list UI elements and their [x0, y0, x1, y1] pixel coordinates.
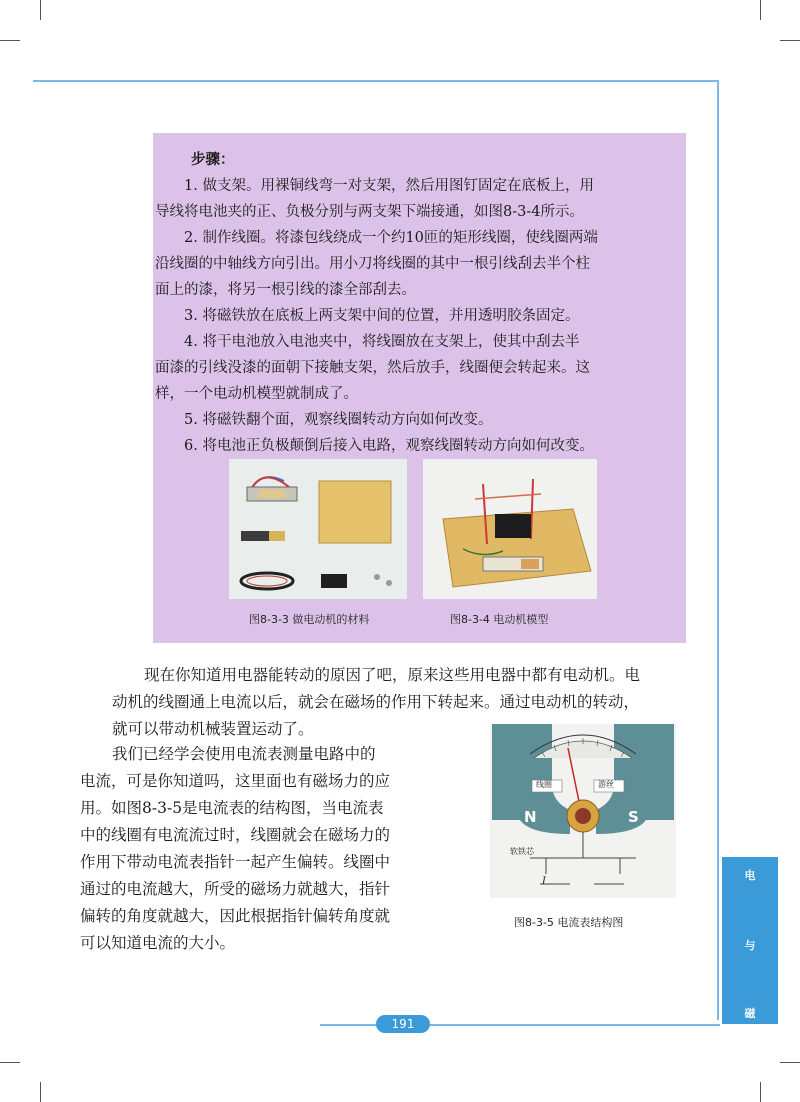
- north-pole-label: N: [524, 808, 537, 826]
- step-line: 3. 将磁铁放在底板上两支架中间的位置，并用透明胶条固定。: [184, 308, 580, 324]
- figure-4-caption: 图8-3-4 电动机模型: [450, 613, 549, 626]
- crop-mark: [0, 40, 20, 41]
- crop-mark: [780, 1062, 800, 1063]
- figure-3-caption: 图8-3-3 做电动机的材料: [249, 613, 370, 626]
- side-tab-char: 磁: [744, 1007, 756, 1020]
- paragraph-line: 作用下带动电流表指针一起产生偏转。线圈中: [80, 853, 391, 871]
- crop-mark: [760, 0, 761, 20]
- iron-core-label: 软铁芯: [510, 847, 534, 856]
- crop-mark: [780, 40, 800, 41]
- crop-mark: [0, 1062, 20, 1063]
- step-4: [155, 329, 677, 407]
- top-rule: [33, 80, 719, 82]
- step-line: 2. 制作线圈。将漆包线绕成一个约10匝的矩形线圈，使线圈两端: [184, 230, 598, 246]
- figure-5-caption: 图8-3-5 电流表结构图: [514, 916, 624, 929]
- step-line: 5. 将磁铁翻个面，观察线圈转动方向如何改变。: [184, 412, 493, 428]
- current-label: I: [542, 876, 546, 887]
- motor-model-photo: [423, 459, 597, 599]
- step-6: [155, 433, 677, 459]
- step-3: [155, 303, 677, 329]
- step-line: 面漆的引线没漆的面朝下接触支架，然后放手，线圈便会转起来。这: [155, 360, 590, 376]
- ammeter-structure-figure: [490, 724, 676, 898]
- step-2: [155, 225, 677, 303]
- step-line: 导线将电池夹的正、负极分别与两支架下端接通，如图8-3-4所示。: [155, 204, 584, 220]
- paragraph-line: 通过的电流越大，所受的磁场力就越大，指针: [80, 880, 391, 898]
- paragraph-line: 现在你知道用电器能转动的原因了吧，原来这些用电器中都有电动机。电: [144, 666, 641, 684]
- crop-mark: [40, 0, 41, 20]
- step-line: 面上的漆，将另一根引线的漆全部刮去。: [155, 282, 416, 298]
- step-line: 1. 做支架。用裸铜线弯一对支架，然后用图钉固定在底板上，用: [184, 178, 594, 194]
- paragraph-line: 我们已经学会使用电流表测量电路中的: [112, 745, 376, 763]
- step-line: 6. 将电池正负极颠倒后接入电路，观察线圈转动方向如何改变。: [184, 438, 594, 454]
- steps-heading: 步骤：: [191, 152, 235, 168]
- paragraph-line: 电流，可是你知道吗，这里面也有磁场力的应: [80, 772, 391, 790]
- paragraph-line: 中的线圈有电流流过时，线圈就会在磁场力的: [80, 826, 391, 844]
- right-rule: [717, 80, 719, 1020]
- crop-mark: [40, 1082, 41, 1102]
- step-line: 4. 将干电池放入电池夹中，将线圈放在支架上，使其中刮去半: [184, 334, 580, 350]
- activity-box: [153, 133, 686, 643]
- coil-label: 线圈: [536, 780, 552, 789]
- side-tab-char: 电: [744, 869, 756, 882]
- paragraph-line: 偏转的角度就越大，因此根据指针偏转角度就: [80, 907, 391, 925]
- paragraph-line: 用。如图8-3-5是电流表的结构图，当电流表: [80, 799, 384, 817]
- hairspring-label: 游丝: [598, 780, 614, 789]
- motor-materials-photo: [229, 459, 407, 599]
- steps-list: [155, 147, 677, 459]
- chapter-side-tab: [722, 857, 778, 1024]
- step-line: 样，一个电动机模型就制成了。: [155, 386, 358, 402]
- step-5: [155, 407, 677, 433]
- paragraph-2: [80, 741, 440, 957]
- step-1: [155, 173, 677, 225]
- paragraph-line: 可以知道电流的大小。: [80, 934, 236, 952]
- paragraph-line: 就可以带动机械装置运动了。: [112, 720, 314, 738]
- crop-mark: [760, 1082, 761, 1102]
- south-pole-label: S: [628, 808, 639, 826]
- step-line: 沿线圈的中轴线方向引出。用小刀将线圈的其中一根引线刮去半个柱: [155, 256, 590, 272]
- page-number: 191: [376, 1015, 430, 1033]
- paragraph-line: 动机的线圈通上电流以后，就会在磁场的作用下转起来。通过电动机的转动，: [112, 693, 640, 711]
- side-tab-char: 与: [744, 939, 756, 952]
